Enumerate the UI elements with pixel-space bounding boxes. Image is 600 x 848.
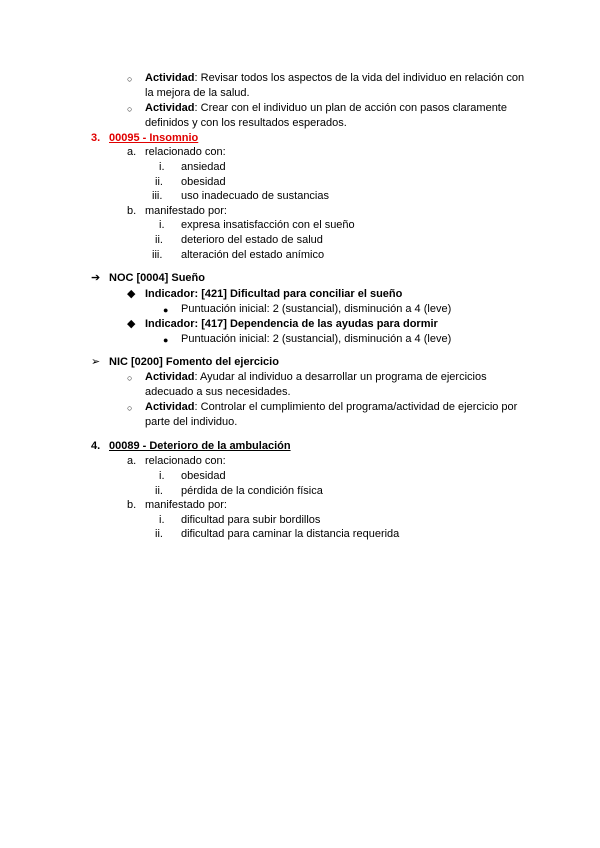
indicator-score: Puntuación inicial: 2 (sustancial), disminución a 4 (leve): [181, 333, 452, 345]
arrow-icon: ➔: [91, 272, 101, 284]
activity-text-cont: parte del individuo.: [145, 416, 238, 428]
list-item: uso inadecuado de sustancias: [181, 190, 329, 202]
list-item: pérdida de la condición física: [181, 485, 323, 497]
diagnosis-number: 3.: [91, 132, 101, 144]
activity-label: Actividad: [145, 72, 195, 84]
list-marker: i.: [159, 219, 165, 231]
list-marker: ii.: [155, 176, 163, 188]
dot-bullet-icon: ●: [163, 305, 169, 315]
list-marker: a.: [127, 455, 137, 467]
indicator-title: Indicador: [421] Dificultad para conciliar el sueño: [145, 288, 403, 300]
related-label: relacionado con:: [145, 146, 226, 158]
list-marker: i.: [159, 470, 165, 482]
nic-title: NIC [0200] Fomento del ejercicio: [109, 356, 279, 368]
activity-line: [145, 400, 517, 414]
list-marker: i.: [159, 161, 165, 173]
list-marker: i.: [159, 514, 165, 526]
list-marker: iii.: [152, 190, 163, 202]
diagnosis-title: 00095 - Insomnio: [109, 132, 199, 144]
activity-line: [145, 370, 487, 384]
arrowhead-icon: ➢: [91, 356, 101, 368]
list-item: ansiedad: [181, 161, 226, 173]
list-item: obesidad: [181, 470, 226, 482]
indicator-title: Indicador: [417] Dependencia de las ayudas para dormir: [145, 318, 438, 330]
activity-text-cont: adecuado a sus necesidades.: [145, 386, 291, 398]
activity-line: [145, 101, 507, 115]
list-item: dificultad para subir bordillos: [181, 514, 321, 526]
diamond-bullet-icon: ◆: [127, 318, 136, 330]
activity-label: Actividad: [145, 371, 195, 383]
dot-bullet-icon: ●: [163, 335, 169, 345]
noc-title: NOC [0004] Sueño: [109, 272, 205, 284]
activity-text: : Revisar todos los aspectos de la vida del individuo en relación con: [194, 72, 525, 84]
manifested-label: manifestado por:: [145, 205, 227, 217]
circle-bullet-icon: ○: [127, 74, 133, 84]
activity-text: : Crear con el individuo un plan de acción con pasos claramente: [194, 102, 507, 114]
circle-bullet-icon: ○: [127, 104, 133, 114]
activity-text: : Ayudar al individuo a desarrollar un programa de ejercicios: [194, 371, 487, 383]
diagnosis-title: 00089 - Deterioro de la ambulación: [109, 440, 291, 452]
indicator-score: Puntuación inicial: 2 (sustancial), disminución a 4 (leve): [181, 303, 452, 315]
list-item: deterioro del estado de salud: [181, 234, 323, 246]
circle-bullet-icon: ○: [127, 373, 133, 383]
activity-label: Actividad: [145, 401, 195, 413]
list-marker: b.: [127, 205, 137, 217]
activity-line: [145, 71, 524, 85]
activity-text-cont: definidos y con los resultados esperados.: [145, 117, 347, 129]
diagnosis-number: 4.: [91, 440, 101, 452]
manifested-label: manifestado por:: [145, 499, 227, 511]
list-marker: iii.: [152, 249, 163, 261]
list-item: obesidad: [181, 176, 226, 188]
list-marker: ii.: [155, 485, 163, 497]
activity-text: : Controlar el cumplimiento del programa/actividad de ejercicio por: [194, 401, 518, 413]
list-item: alteración del estado anímico: [181, 249, 325, 261]
list-marker: ii.: [155, 528, 163, 540]
list-item: expresa insatisfacción con el sueño: [181, 219, 355, 231]
list-marker: ii.: [155, 234, 163, 246]
related-label: relacionado con:: [145, 455, 226, 467]
list-marker: a.: [127, 146, 137, 158]
activity-text-cont: la mejora de la salud.: [145, 87, 250, 99]
activity-label: Actividad: [145, 102, 195, 114]
list-item: dificultad para caminar la distancia requerida: [181, 528, 400, 540]
circle-bullet-icon: ○: [127, 403, 133, 413]
list-marker: b.: [127, 499, 137, 511]
diamond-bullet-icon: ◆: [127, 288, 136, 300]
